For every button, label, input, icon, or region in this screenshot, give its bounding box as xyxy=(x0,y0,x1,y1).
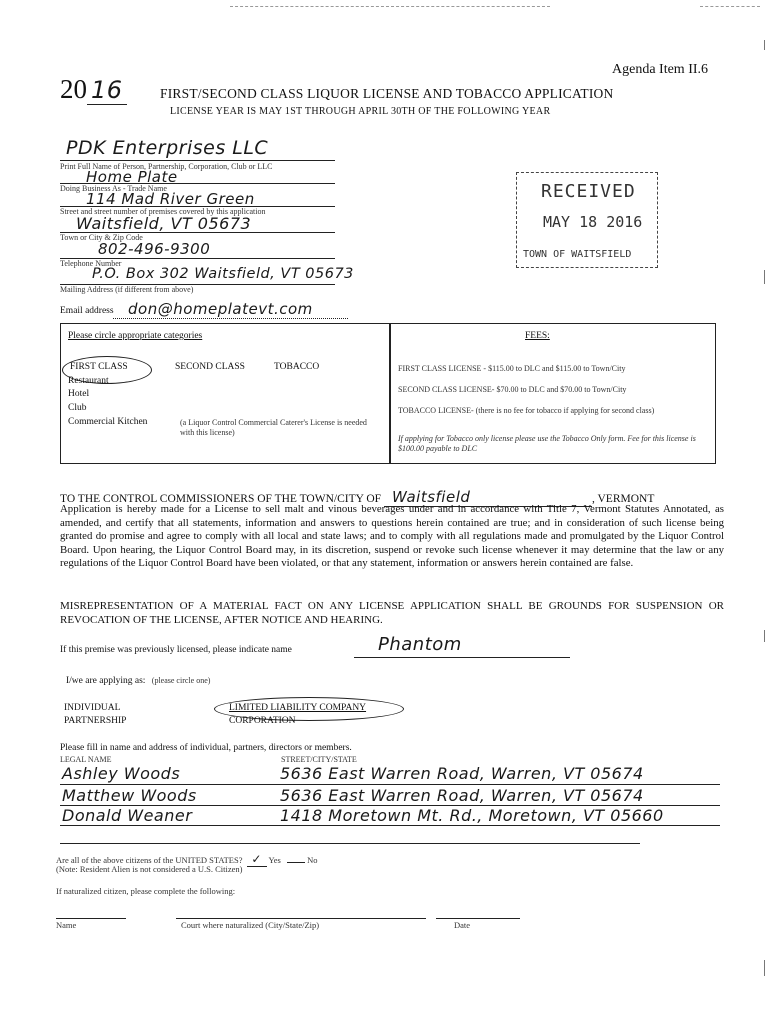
entity-partnership[interactable]: PARTNERSHIP xyxy=(64,716,127,726)
scan-artifact-right-edge xyxy=(764,270,765,284)
fees-header: FEES: xyxy=(525,331,550,341)
phone-value[interactable]: 802-496-9300 xyxy=(98,240,211,258)
mailing-label: Mailing Address (if different from above) xyxy=(60,285,194,294)
member-3-name[interactable]: Donald Weaner xyxy=(62,806,193,825)
member-1-line xyxy=(60,784,720,785)
stamp-date: MAY 18 2016 xyxy=(543,213,643,231)
street-value[interactable]: 114 Mad River Green xyxy=(86,190,255,208)
scan-artifact-top xyxy=(230,6,550,7)
applying-as-text: I/we are applying as: xyxy=(66,676,146,686)
member-4-line xyxy=(60,843,640,844)
year-handwritten: 16 xyxy=(87,76,127,105)
email-label: Email address xyxy=(60,306,114,316)
applying-as-note: (please circle one) xyxy=(151,676,211,685)
member-1-address[interactable]: 5636 East Warren Road, Warren, VT 05674 xyxy=(280,764,644,783)
misrepresentation-warning: MISREPRESENTATION OF A MATERIAL FACT ON ANY LICENSE APPLICATION SHALL BE GROUNDS FOR SUSPENSION OR REVOCATION OF THE LICENSE, AFTER NOTICE AND HEARING. xyxy=(60,600,724,626)
previous-license-label: If this premise was previously licensed, please indicate name xyxy=(60,645,292,655)
entity-corporation[interactable]: CORPORATION xyxy=(229,716,296,726)
naturalized-name-line[interactable] xyxy=(56,918,126,919)
email-value[interactable]: don@homeplatevt.com xyxy=(128,300,313,318)
fees-note: If applying for Tobacco only license please use the Tobacco Only form. Fee for this license is $100.00 payable to DLC xyxy=(398,434,696,453)
member-1-name[interactable]: Ashley Woods xyxy=(62,764,181,783)
applicant-name-label: Print Full Name of Person, Partnership, Corporation, Club or LLC xyxy=(60,162,273,171)
commissioners-suffix: , VERMONT xyxy=(591,493,655,505)
previous-license-line xyxy=(354,657,570,658)
scan-artifact-right-edge xyxy=(764,630,765,642)
applicant-name-line xyxy=(60,160,335,161)
restaurant-option[interactable]: Restaurant xyxy=(68,376,109,386)
dba-label: Doing Business As - Trade Name xyxy=(60,184,167,193)
stamp-received: RECEIVED xyxy=(541,181,636,202)
street-label: Street and street number of premises covered by this application xyxy=(60,207,266,216)
dba-value[interactable]: Home Plate xyxy=(86,168,178,186)
citizens-yes: Yes xyxy=(268,855,281,865)
form-subtitle: LICENSE YEAR IS MAY 1ST THROUGH APRIL 30TH OF THE FOLLOWING YEAR xyxy=(170,106,551,117)
agenda-item: Agenda Item II.6 xyxy=(612,62,709,77)
mailing-value[interactable]: P.O. Box 302 Waitsfield, VT 05673 xyxy=(92,266,354,282)
first-class-option[interactable]: FIRST CLASS xyxy=(70,362,128,372)
categories-box xyxy=(60,323,390,464)
town-label: Town or City & Zip Code xyxy=(60,233,143,242)
commissioners-town[interactable]: Waitsfield xyxy=(384,488,592,507)
town-value[interactable]: Waitsfield, VT 05673 xyxy=(76,214,252,233)
address-header: STREET/CITY/STATE xyxy=(281,755,357,764)
naturalized-label: If naturalized citizen, please complete the following: xyxy=(56,886,236,896)
citizens-yes-mark[interactable]: ✓ xyxy=(247,852,267,867)
footer-court-label: Court where naturalized (City/State/Zip) xyxy=(181,920,320,930)
member-2-address[interactable]: 5636 East Warren Road, Warren, VT 05674 xyxy=(280,786,644,805)
member-3-line xyxy=(60,825,720,826)
form-year xyxy=(60,74,127,105)
footer-name-label: Name xyxy=(56,920,77,930)
kitchen-option[interactable] xyxy=(68,417,147,427)
member-2-name[interactable]: Matthew Woods xyxy=(62,786,197,805)
applicant-name-value[interactable]: PDK Enterprises LLC xyxy=(66,137,269,159)
second-class-option[interactable]: SECOND CLASS xyxy=(175,362,245,372)
form-title: FIRST/SECOND CLASS LIQUOR LICENSE AND TOBACCO APPLICATION xyxy=(160,86,614,101)
received-stamp xyxy=(516,172,658,268)
entity-llc[interactable]: LIMITED LIABILITY COMPANY xyxy=(229,703,367,713)
citizens-no: No xyxy=(307,855,318,865)
footer-date-label: Date xyxy=(454,920,471,930)
applying-as-label xyxy=(66,676,210,686)
commissioners-prefix: TO THE CONTROL COMMISSIONERS OF THE TOWN/CITY OF xyxy=(60,493,382,505)
categories-header: Please circle appropriate categories xyxy=(68,331,203,341)
email-line xyxy=(113,318,348,319)
phone-label: Telephone Number xyxy=(60,259,122,268)
member-3-address[interactable]: 1418 Moretown Mt. Rd., Moretown, VT 05660 xyxy=(280,806,664,825)
kitchen-label: Commercial Kitchen xyxy=(68,417,148,427)
stamp-town: TOWN OF WAITSFIELD xyxy=(523,249,632,260)
entity-individual[interactable]: INDIVIDUAL xyxy=(64,703,121,713)
fees-second: SECOND CLASS LICENSE- $70.00 to DLC and $70.00 to Town/City xyxy=(398,385,627,394)
fees-first: FIRST CLASS LICENSE - $115.00 to DLC and $115.00 to Town/City xyxy=(398,364,626,373)
previous-license-value[interactable]: Phantom xyxy=(378,634,462,655)
scan-artifact-right-edge xyxy=(764,960,765,976)
club-option[interactable]: Club xyxy=(68,403,87,413)
fees-tobacco: TOBACCO LICENSE- (there is no fee for tobacco if applying for second class) xyxy=(398,406,655,415)
scan-artifact-top-right xyxy=(700,6,760,7)
year-prefix: 20 xyxy=(60,74,87,104)
naturalized-court-line[interactable] xyxy=(176,918,426,919)
members-label: Please fill in name and address of individual, partners, directors or members. xyxy=(60,743,352,753)
hotel-option[interactable]: Hotel xyxy=(68,389,90,399)
kitchen-note: (a Liquor Control Commercial Caterer's License is needed with this license) xyxy=(180,418,367,437)
citizens-no-blank[interactable] xyxy=(287,862,305,863)
legal-name-header: LEGAL NAME xyxy=(60,755,112,764)
tobacco-option[interactable]: TOBACCO xyxy=(274,362,320,372)
naturalized-date-line[interactable] xyxy=(436,918,520,919)
citizens-note: (Note: Resident Alien is not considered a U.S. Citizen) xyxy=(56,864,243,874)
citizens-question-text: Are all of the above citizens of the UNITED STATES? xyxy=(56,855,243,865)
scan-artifact-right-edge xyxy=(764,40,765,50)
application-text: Application is hereby made for a License to sell malt and vinous beverages under and in accordance with Title 7, Vermont Statutes Annotated, as amended, and certify that all statements, information and answers to questions herein contained are true; and in consideration of such license being granted do promise and agree to comply with all local and state laws; and to comply with all regulations made and promulgated by the Liquor Control Board. Upon hearing, the Liquor Control Board may, in its discretion, suspend or revoke such license whenever it may determine that the law or any regulations of the Liquor Control Board have been violated, or that any statement, information or answers herein contained are false. xyxy=(60,503,724,569)
